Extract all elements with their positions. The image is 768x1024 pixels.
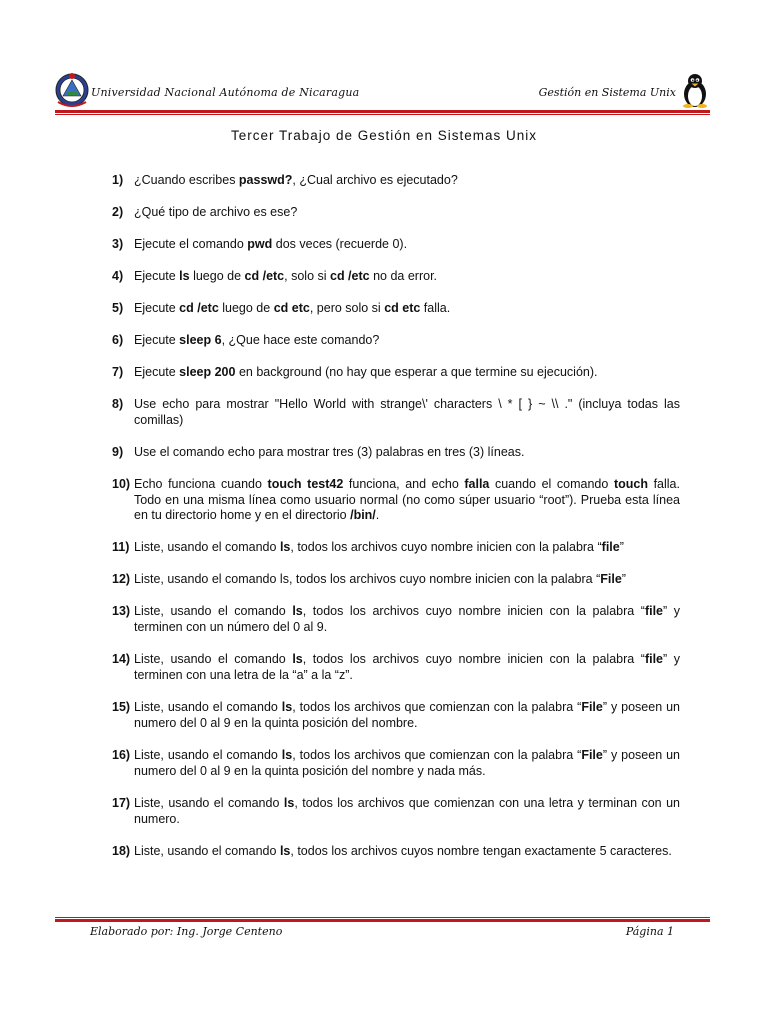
question-text-segment: , todos los archivos que comienzan con la palabra “ [292,748,582,762]
question-text-segment: ” y poseen un numero del 0 al 9 en la quinta posición del nombre. [134,700,680,730]
question-number: 9) [112,445,124,459]
question-text [134,572,680,588]
question-command: ls [292,652,303,666]
question-text [134,700,680,731]
question-number: 16) [112,748,131,762]
university-seal-icon [55,70,89,110]
question-command: file [601,540,620,554]
question-number: 4) [112,269,124,283]
footer-rule [55,916,710,922]
question-command: cd /etc [179,301,219,315]
question-text-segment: , todos los archivos cuyos nombre tengan exactamente 5 caracteres. [290,844,672,858]
question-number: 10) [112,477,131,491]
header-rule [55,110,710,115]
question-text-segment: , pero solo si [309,301,385,315]
question-text [134,844,680,860]
question-command: ls [279,540,291,554]
question-text-segment: Liste, usando el comando [134,700,282,714]
question-command: File [600,572,622,586]
question-command: sleep 6 [179,333,222,347]
question-text-segment: ” y terminen con un número del 0 al 9. [134,604,680,634]
question-command: cd /etc [244,269,285,283]
question-number: 17) [112,796,131,810]
question-command: sleep 200 [179,365,236,379]
question-text-segment: ” [621,572,626,586]
question-text-segment: ” y poseen un numero del 0 al 9 en la quinta posición del nombre y nada más. [134,748,680,778]
question-item [112,572,680,588]
question-text-segment: , ¿Que hace este comando? [221,333,380,347]
tux-penguin-icon [680,72,710,108]
question-number: 2) [112,205,124,219]
question-number: 12) [112,572,131,586]
question-text-segment: ” y terminen con una letra de la “a” a la “z”. [134,652,680,682]
question-text [134,173,680,189]
question-command: file [644,652,664,666]
question-text-segment: Echo funciona cuando [134,477,268,491]
question-text-segment: Liste, usando el comando [134,796,284,810]
question-item [112,269,680,285]
question-command: cd etc [384,301,421,315]
question-text-segment: , solo si [284,269,330,283]
question-item [112,237,680,253]
question-command: falla [464,477,490,491]
question-number: 13) [112,604,131,618]
question-text-segment: Liste, usando el comando [134,540,280,554]
question-text-segment: Liste, usando el comando ls, todos los archivos cuyo nombre inicien con la palabra “ [134,572,601,586]
question-text-segment: Ejecute [134,301,180,315]
footer-page-number: Página 1 [625,925,674,938]
question-command: ls [281,748,293,762]
question-text-segment: Ejecute [134,333,180,347]
question-item [112,700,680,731]
question-command: file [644,604,664,618]
question-text-segment: funciona, and echo [343,477,465,491]
question-text-segment: Use el comando echo para mostrar tres (3) palabras en tres (3) líneas. [134,445,525,459]
question-text-segment: luego de [189,269,245,283]
question-text-segment: , todos los archivos cuyo nombre inicien con la palabra “ [302,652,645,666]
question-command: passwd? [238,173,293,187]
question-text-segment: , todos los archivos cuyo nombre inicien con la palabra “ [302,604,645,618]
header-course-name: Gestión en Sistema Unix [538,86,676,99]
question-text-segment: , todos los archivos cuyo nombre inicien con la palabra “ [290,540,602,554]
question-item [112,365,680,381]
question-number: 7) [112,365,124,379]
question-text-segment: Liste, usando el comando [134,748,282,762]
question-command: ls [292,604,303,618]
question-item [112,477,680,524]
question-text-segment: Ejecute [134,365,180,379]
question-item [112,748,680,779]
question-text-segment: Liste, usando el comando [134,652,293,666]
footer-author: Elaborado por: Ing. Jorge Centeno [90,925,283,938]
question-text-segment: luego de [218,301,274,315]
question-command: ls [179,269,190,283]
question-text-segment: ” [619,540,624,554]
question-number: 15) [112,700,131,714]
question-command: pwd [247,237,273,251]
question-text-segment: Liste, usando el comando [134,844,280,858]
question-text-segment: dos veces (recuerde 0). [272,237,408,251]
question-text [134,652,680,683]
question-command: touch [613,477,648,491]
question-text [134,748,680,779]
question-text-segment: , todos los archivos que comienzan con la palabra “ [292,700,582,714]
question-text-segment: , ¿Cual archivo es ejecutado? [292,173,458,187]
question-number: 3) [112,237,124,251]
question-item [112,333,680,349]
page-title: Tercer Trabajo de Gestión en Sistemas Unix [230,128,538,143]
question-command: ls [279,844,291,858]
question-number: 6) [112,333,124,347]
question-text-segment: Ejecute el comando [134,237,248,251]
question-item [112,205,680,221]
question-text [134,540,680,556]
question-text [134,237,680,253]
question-number: 11) [112,540,130,554]
question-text-segment: en background (no hay que esperar a que termine su ejecución). [235,365,598,379]
header-university-name: Universidad Nacional Autónoma de Nicaragua [91,86,360,99]
question-item [112,301,680,317]
question-number: 14) [112,652,131,666]
question-command: File [581,748,603,762]
question-item [112,652,680,683]
question-command: ls [281,700,293,714]
question-text [134,301,680,317]
question-number: 18) [112,844,131,858]
question-text [134,397,680,428]
page-header [55,70,710,110]
question-text-segment: . [375,508,380,522]
question-text [134,796,680,827]
question-text-segment: Ejecute [134,269,180,283]
question-text-segment: cuando el comando [489,477,614,491]
question-text [134,365,680,381]
question-command: touch test42 [267,477,344,491]
question-text-segment: falla. Todo en una misma línea como usuario normal (no como súper usuario “root”). Prueba esta línea en tu directorio home y en el directorio [134,477,680,522]
question-text [134,205,680,221]
question-number: 5) [112,301,124,315]
question-text-segment: falla. [420,301,451,315]
question-text [134,445,680,461]
question-text [134,269,680,285]
question-text-segment: no da error. [369,269,438,283]
question-command: ls [283,796,295,810]
question-command: cd /etc [330,269,370,283]
question-item [112,844,680,860]
question-item [112,445,680,461]
question-text-segment: Use echo para mostrar "Hello World with strange\' characters \ * [ } ~ \\ ." (incluya todas las comillas) [134,397,680,427]
question-number: 1) [112,173,124,187]
question-item [112,604,680,635]
question-item [112,540,680,556]
question-text [134,333,680,349]
question-text-segment: ¿Qué tipo de archivo es ese? [134,205,298,219]
question-text-segment: ¿Cuando escribes [134,173,239,187]
question-text [134,477,680,524]
question-item [112,173,680,189]
question-number: 8) [112,397,124,411]
question-command: File [581,700,603,714]
question-text-segment: , todos los archivos que comienzan con una letra y terminan con un numero. [134,796,680,826]
question-command: cd etc [273,301,310,315]
question-command: /bin/ [350,508,376,522]
question-item [112,397,680,428]
question-item [112,796,680,827]
question-text [134,604,680,635]
question-text-segment: Liste, usando el comando [134,604,293,618]
